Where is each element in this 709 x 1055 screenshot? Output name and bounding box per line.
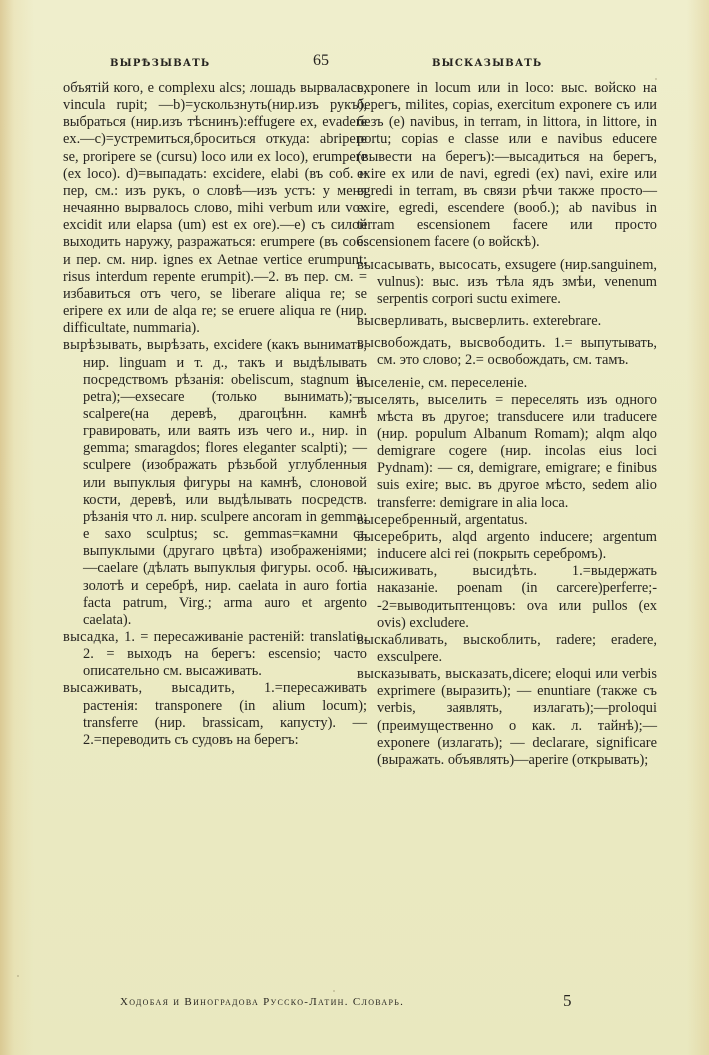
- dictionary-entry: [63, 680, 367, 749]
- paper-speck: [17, 975, 19, 977]
- right-guide-word: ВЫСКАЗЫВАТЬ: [432, 58, 543, 69]
- entry-headword: высиживать, высидѣть.: [357, 563, 538, 580]
- entry-text: exterebrare.: [529, 313, 602, 330]
- left-column: [63, 80, 367, 749]
- dictionary-entry: [357, 512, 657, 529]
- left-guide-word: ВЫРѢЗЫВАТЬ: [110, 58, 211, 69]
- page-number: 65: [313, 52, 329, 69]
- entry-text: radere; eradere, exsculpere.: [377, 631, 657, 665]
- entry-headword: выселять, выселить: [357, 391, 488, 408]
- continued-entry: [63, 80, 367, 337]
- entry-text: exponere in locum или in loco: выс. войско на берегъ, milites, copias, exercitum exponere съ или безъ (e) navibus, in terram, in littora, in littore, in portu; copias e classe или e navibus educere (вывести на берегъ):—высадиться на берегъ, exire ex или de navi, egredi (ex) navi, exire или egredi in terram, въ связи рѣчи также просто—exire, egredi, escendere (вооб.); ab navibus in terram escensionem facere или просто escensionem facere (о войскѣ).: [357, 80, 657, 251]
- dictionary-entry: [63, 337, 367, 629]
- dictionary-entry: [357, 529, 657, 563]
- entry-text: 1.= выпутывать, см. это слово; 2.= освобождать, см. тамъ.: [377, 335, 657, 369]
- entry-headword: высадка,: [63, 629, 119, 645]
- entry-text: alqd argento inducere; argentum inducere alci rei (покрыть серебромъ).: [377, 528, 657, 563]
- continued-entry: [357, 80, 657, 252]
- dictionary-entry: [357, 632, 657, 666]
- dictionary-entry: [63, 629, 367, 680]
- entry-text: excidere (какъ вынимать, нир. linguam и т. д., такъ и выдѣлывать посредствомъ рѣзанія: obeliscum, stagnum in petra);—exsecare (только вынимать);—scalpere(на деревѣ, драгоцѣнн. камнѣ гравировать, или ваять изъ чего и., нир. in gemma; smaragdos; flores eleganter scalpti); — sculpere (изображать рѣзьбой углубленныя или выпуклыя фигуры на камнѣ, слоновой кости, деревѣ, или выдѣлывать посредств. рѣзанія что л. нир. sculpere ancoram in gemma; e saxo sculptus; sc. gemmas=камни съ выпуклыми (другаго цвѣта) изображеніями;—caelare (дѣлать выпуклыя фигуры. особ. на золотѣ и серебрѣ, нир. caelata in auro fortia facta patrum, Virg.; arma auro et argento caelata).: [83, 337, 367, 628]
- entry-text: 1.=выдержать наказаніе. poenam (in carcere)perferre;--2=выводитьптенцовъ: ova или pullos (ex ovis) excludere.: [377, 563, 657, 631]
- source-imprint: Ходобая и Виноградова Русско-Латин. Словарь.: [120, 996, 405, 1008]
- entry-text: см. переселеніе.: [424, 374, 528, 391]
- entry-headword: выскабливать, выскоблить,: [357, 631, 542, 648]
- entry-headword: высасывать, высосать,: [357, 256, 502, 273]
- entry-text: = переселять изъ одного мѣста въ другое; transducere или traducere (нир. populum Albanum Romam); alqm alqo demigrare cogere (нир. incolas eius loci Pydnam): — ся, demigrare, emigrare; e finibus suis exire; выс. въ другое мѣсто, sedem alio transferre: demigrare in alia loca.: [377, 391, 657, 511]
- page-footer: [0, 993, 709, 1013]
- dictionary-entry: [357, 563, 657, 632]
- dictionary-entry: [357, 666, 657, 769]
- entry-text: 1. = пересаживаніе растеній: translatio. 2. = выходъ на берегъ: escensio; часто описательно см. высаживать.: [83, 629, 367, 680]
- entry-text: dicere; eloqui или verbis exprimere (выразить); — enuntiare (также съ verbis, заявлять, излагать);—proloqui (преимущественно о как. л. тайнѣ);—exponere (излагать); — declarare, significare (выражать. объявлять)—aperire (открывать);: [377, 666, 657, 768]
- entry-text: exsugere (нир.sanguinem, vulnus): выс. изъ тѣла ядъ змѣи, venenum serpentis corpori suctu eximere.: [377, 256, 657, 307]
- dictionary-entry: [357, 313, 657, 330]
- entry-text: 1.=пересаживать растенія: transponere (in alium locum); transferre (нир. brassicam, капусту). —2.=переводить съ судовъ на берегъ:: [83, 680, 367, 748]
- entry-headword: вырѣзывать, вырѣзать,: [63, 337, 210, 354]
- paper-speck: [655, 78, 657, 80]
- dictionary-entry: [357, 392, 657, 512]
- entry-text: объятій кого, e complexu alcs; лошадь вырвалась, vincula rupit; —b)=ускользнуть(нир.изъ рукъ), выбраться (нир.изъ тѣснинъ):effugere ex, evadere ex.—c)=устремиться,броситься откуда: abripere se, proripere se (cursu) loco или ex loco), erumpere (ex loco). d)=выпадать: excidere, elabi (въ соб. и пер, см.: изъ рукъ, о словѣ—изъ устъ: у меня нечаянно вырвалось слово, mihi verbum или vox excidit или elapsa (um) est ex ore).—e) съ силой выходить наружу, разражаться: erumpere (въ соб. и пер. см. нир. ignes ex Aetnae vertice erumpunt; risus interdum repente erumpit).—2. въ пер. см. = избавиться отъ чего, se liberare aliqua re; se eripere ex или de alqa re; se eruere aliqua re (нир. difficultate, nummaria).: [63, 80, 367, 337]
- entry-headword: высвобождать, высвободить.: [357, 335, 546, 352]
- entry-headword: высаживать, высадить,: [63, 680, 236, 697]
- entry-headword: высеребренный,: [357, 511, 462, 528]
- dictionary-entry: [357, 375, 657, 392]
- entry-headword: высказывать, высказать,: [357, 666, 513, 683]
- entry-headword: высеребрить,: [357, 528, 443, 545]
- signature-mark: 5: [563, 991, 572, 1010]
- dictionary-entry: [357, 335, 657, 369]
- entry-headword: высверливать, высверлить.: [357, 313, 530, 330]
- entry-text: argentatus.: [461, 511, 528, 528]
- running-header: [0, 52, 709, 76]
- dictionary-entry: [357, 257, 657, 308]
- entry-headword: выселеніе,: [357, 374, 425, 391]
- paper-speck: [333, 990, 335, 992]
- right-column: [357, 80, 657, 769]
